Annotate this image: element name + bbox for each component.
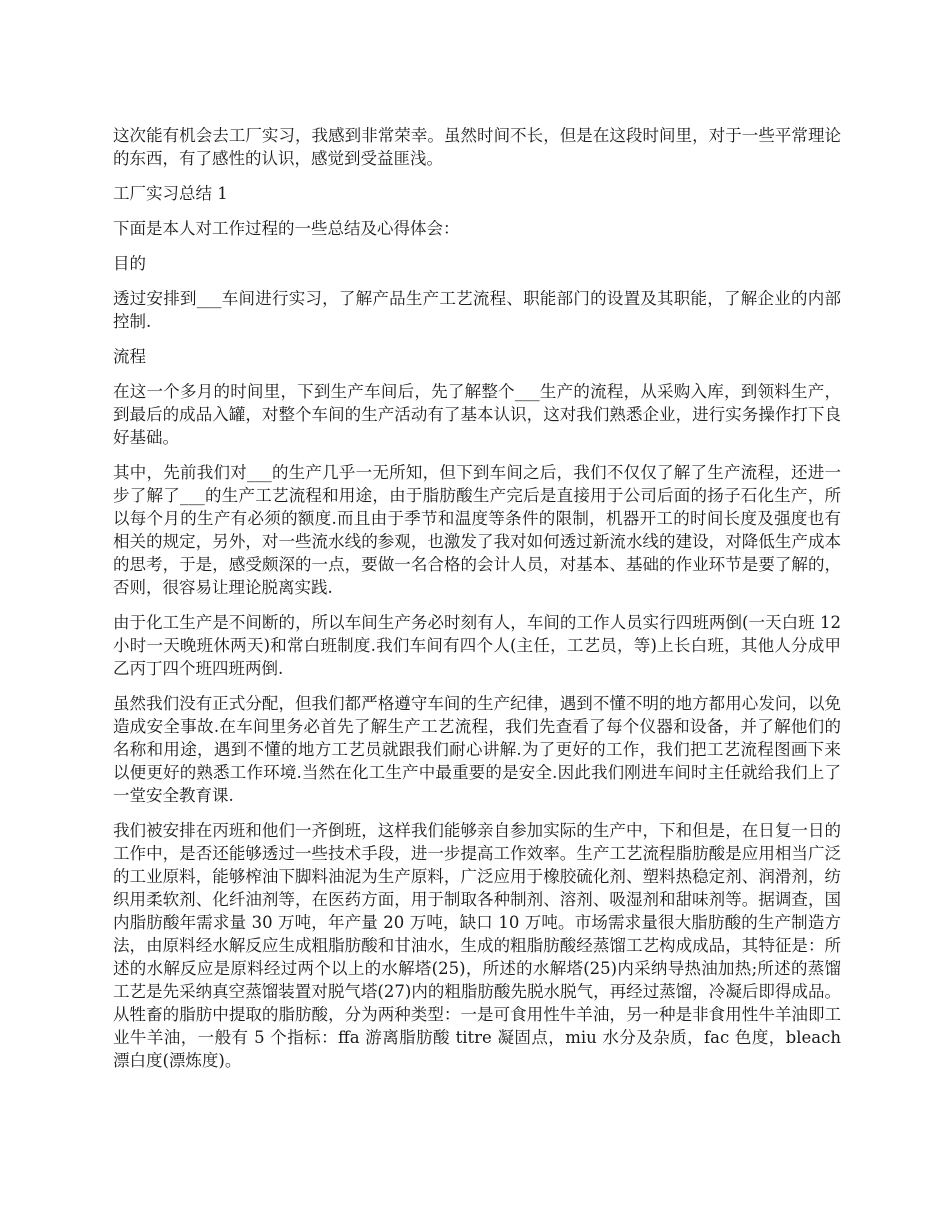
purpose-paragraph: 透过安排到___车间进行实习，了解产品生产工艺流程、职能部门的设置及其职能，了解企业的内部控制. — [113, 289, 841, 331]
summary-lead: 下面是本人对工作过程的一些总结及心得体会： — [113, 219, 460, 238]
section-title: 工厂实习总结 1 — [113, 184, 228, 203]
production-paragraph: 我们被安排在丙班和他们一齐倒班，这样我们能够亲自参加实际的生产中，下和但是，在日复一日的工作中，是否还能够透过一些技术手段，进一步提高工作效率。生产工艺流程脂肪酸是应用相当广泛的工业原料，能够榨油下脚料油泥为生产原料，广泛应用于橡胶硫化剂、塑料热稳定剂、润滑剂，纺织用柔软剂、化纤油剂等，在医药方面，用于制取各种制剂、溶剂、吸湿剂和甜味剂等。据调查，国内脂肪酸年需求量 30 万吨，年产量 20 万吨，缺口 10 万吨。市场需求量很大脂肪酸的生产制造方法，由原料经水解反应生成粗脂肪酸和甘油水，生成的粗脂肪酸经蒸馏工艺构成成品，其特征是：所述的水解反应是原料经过两个以上的水解塔(25)，所述的水解塔(25)内采纳导热油加热;所述的蒸馏工艺是先采纳真空蒸馏装置对脱气塔(27)内的粗脂肪酸先脱水脱气，再经过蒸馏，冷凝后即得成品。从牲畜的脂肪中提取的脂肪酸，分为两种类型：一是可食用性牛羊油，另一种是非食用性牛羊油即工业牛羊油，一般有 5 个指标：ffa 游离脂肪酸 titre 凝固点，miu 水分及杂质，fac 色度，bleach 漂白度(漂炼度)。 — [113, 821, 841, 1070]
safety-paragraph: 虽然我们没有正式分配，但我们都严格遵守车间的生产纪律，遇到不懂不明的地方都用心发问，以免造成安全事故.在车间里务必首先了解生产工艺流程，我们先查看了每个仪器和设备，并了解他们的名称和用途，遇到不懂的地方工艺员就跟我们耐心讲解.为了更好的工作，我们把工艺流程图画下来以便更好的熟悉工作环境.当然在化工生产中最重要的是安全.因此我们刚进车间时主任就给我们上了一堂安全教育课. — [113, 694, 841, 805]
process-paragraph: 在这一个多月的时间里，下到生产车间后，先了解整个___生产的流程，从采购入库，到领料生产，到最后的成品入罐，对整个车间的生产活动有了基本认识，这对我们熟悉企业，进行实务操作打下良好基础。 — [113, 382, 841, 447]
shift-paragraph: 由于化工生产是不间断的，所以车间生产务必时刻有人，车间的工作人员实行四班两倒(一天白班 12 小时一天晚班休两天)和常白班制度.我们车间有四个人(主任，工艺员，等)上长白班，其他人分成甲乙丙丁四个班四班两倒. — [113, 613, 841, 678]
detail-paragraph: 其中，先前我们对___的生产几乎一无所知，但下到车间之后，我们不仅仅了解了生产流程，还进一步了解了___的生产工艺流程和用途，由于脂肪酸生产完后是直接用于公司后面的扬子石化生产，所以每个月的生产有必须的额度.而且由于季节和温度等条件的限制，机器开工的时间长度及强度也有相关的规定，另外，对一些流水线的参观，也激发了我对如何透过新流水线的建设，对降低生产成本的思考，于是，感受颇深的一点，要做一名合格的会计人员，对基本、基础的作业环节是要了解的，否则，很容易让理论脱离实践. — [113, 463, 841, 597]
heading-process: 流程 — [113, 347, 146, 366]
intro-paragraph: 这次能有机会去工厂实习，我感到非常荣幸。虽然时间不长，但是在这段时间里，对于一些平常理论的东西，有了感性的认识，感觉到受益匪浅。 — [113, 126, 841, 168]
heading-purpose: 目的 — [113, 254, 146, 273]
document-page — [113, 124, 841, 1084]
